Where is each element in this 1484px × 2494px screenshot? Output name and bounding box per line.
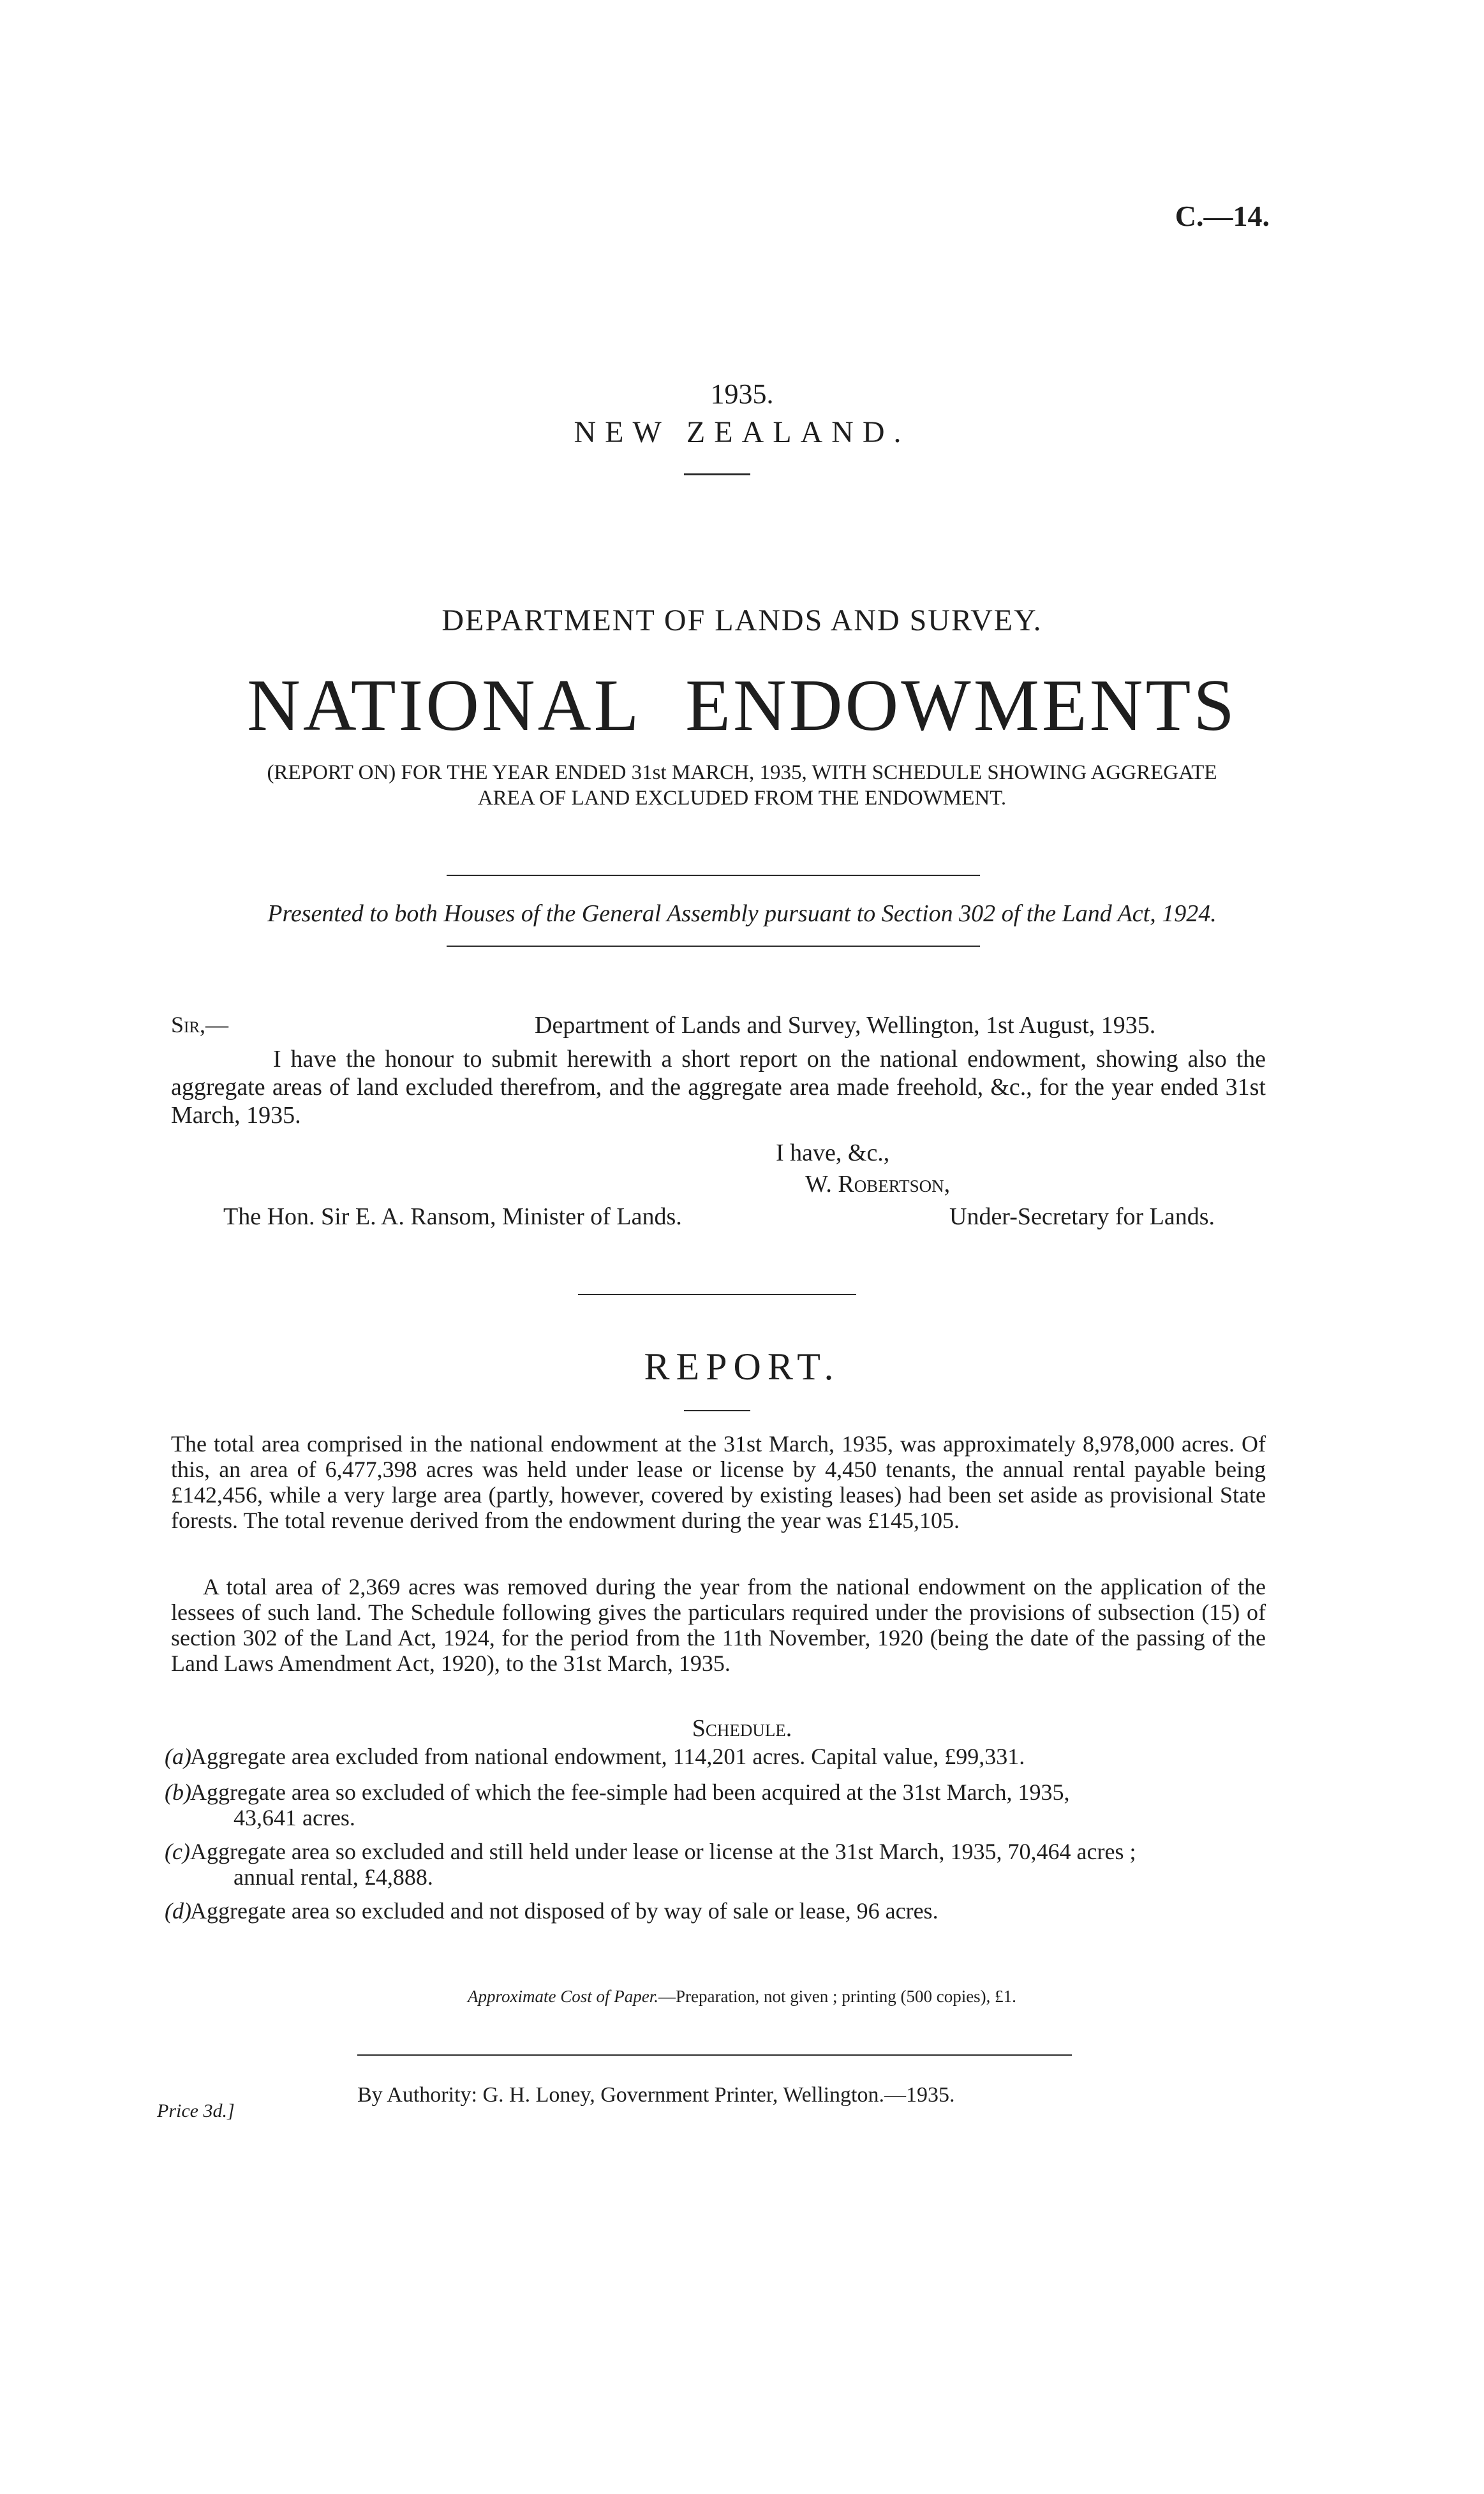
cost-text: —Preparation, not given ; printing (500 copies), £1. xyxy=(658,1987,1016,2006)
signatory-title: Under-Secretary for Lands. xyxy=(949,1203,1215,1230)
letter-body xyxy=(171,1045,1266,1129)
country-heading: NEW ZEALAND. xyxy=(574,415,910,449)
schedule-item-b xyxy=(165,1779,1266,1830)
printer-authority: By Authority: G. H. Loney, Government Printer, Wellington.—1935. xyxy=(357,2083,955,2107)
cost-label: Approximate Cost of Paper. xyxy=(468,1987,659,2006)
divider-rule-4 xyxy=(578,1294,856,1295)
schedule-item-d xyxy=(165,1898,1266,1924)
report-paragraph-2 xyxy=(171,1574,1266,1676)
schedule-item-text: Aggregate area excluded from national endowment, 114,201 acres. Capital value, £99,331. xyxy=(190,1744,1025,1769)
schedule-item-continuation: 43,641 acres. xyxy=(234,1805,355,1830)
divider-rule-5 xyxy=(684,1410,750,1411)
schedule-item-text: Aggregate area so excluded of which the fee-simple had been acquired at the 31st March, 1935, xyxy=(190,1779,1070,1805)
salutation: Sir,— xyxy=(171,1012,229,1037)
price-note: Price 3d.] xyxy=(157,2100,235,2121)
letter-body-text: I have the honour to submit herewith a short report on the national endowment, showing also the aggregate areas of land excluded therefrom, and the aggregate area made freehold, &c., for the year ended 31st March, 1935. xyxy=(171,1046,1266,1129)
schedule-heading: Schedule. xyxy=(692,1715,792,1742)
schedule-item-continuation: annual rental, £4,888. xyxy=(234,1864,433,1890)
schedule-item-label: (d) xyxy=(165,1898,191,1924)
schedule-item-text: Aggregate area so excluded and not disposed of by way of sale or lease, 96 acres. xyxy=(190,1898,939,1924)
report-paragraph-2-text: A total area of 2,369 acres was removed during the year from the national endowment on the application of the lessees of such land. The Schedule following gives the particulars required under the provisions of subsection (15) of section 302 of the Land Act, 1924, for the period from the 11th November, 1920 (being the date of the passing of the Land Laws Amendment Act, 1920), to the 31st March, 1935. xyxy=(171,1574,1266,1676)
signatory-name: W. Robertson, xyxy=(805,1171,951,1198)
subtitle-line-2: AREA OF LAND EXCLUDED FROM THE ENDOWMENT. xyxy=(477,787,1007,810)
report-paragraph-1 xyxy=(171,1431,1266,1533)
letter-closing: I have, &c., xyxy=(776,1139,890,1166)
letter-address: Department of Lands and Survey, Wellington, 1st August, 1935. xyxy=(535,1012,1156,1039)
divider-rule-2 xyxy=(447,875,980,876)
schedule-item-text: Aggregate area so excluded and still held under lease or license at the 31st March, 1935, 70,464 acres ; xyxy=(190,1839,1136,1864)
document-code: C.—14. xyxy=(1175,200,1270,232)
divider-rule-1 xyxy=(684,473,750,475)
schedule-item-label: (c) xyxy=(165,1839,190,1864)
schedule-item-c xyxy=(165,1839,1266,1890)
divider-rule-6 xyxy=(357,2054,1072,2056)
subtitle-line-1: (REPORT ON) FOR THE YEAR ENDED 31st MARCH, 1935, WITH SCHEDULE SHOWING AGGREGATE xyxy=(267,761,1217,784)
cost-of-paper-note xyxy=(0,1987,1484,2007)
main-title: NATIONAL ENDOWMENTS xyxy=(247,665,1237,746)
divider-rule-3 xyxy=(447,946,980,947)
report-paragraph-1-text: The total area comprised in the national endowment at the 31st March, 1935, was approximately 8,978,000 acres. Of this, an area of 6,477,398 acres was held under lease or license by 4,450 tenants, the annual rental payable being £142,456, while a very large area (partly, however, covered by existing leases) had been set aside as provisional State forests. The total revenue derived from the endowment during the year was £145,105. xyxy=(171,1431,1266,1533)
report-heading: REPORT. xyxy=(644,1346,840,1388)
year-heading: 1935. xyxy=(710,378,774,410)
letter-recipient: The Hon. Sir E. A. Ransom, Minister of Lands. xyxy=(223,1203,682,1230)
schedule-item-label: (b) xyxy=(165,1779,191,1805)
presented-statement: Presented to both Houses of the General Assembly pursuant to Section 302 of the Land Act, 1924. xyxy=(267,900,1217,927)
department-heading: DEPARTMENT OF LANDS AND SURVEY. xyxy=(441,604,1043,637)
schedule-item-a xyxy=(165,1744,1266,1769)
schedule-item-label: (a) xyxy=(165,1744,191,1769)
